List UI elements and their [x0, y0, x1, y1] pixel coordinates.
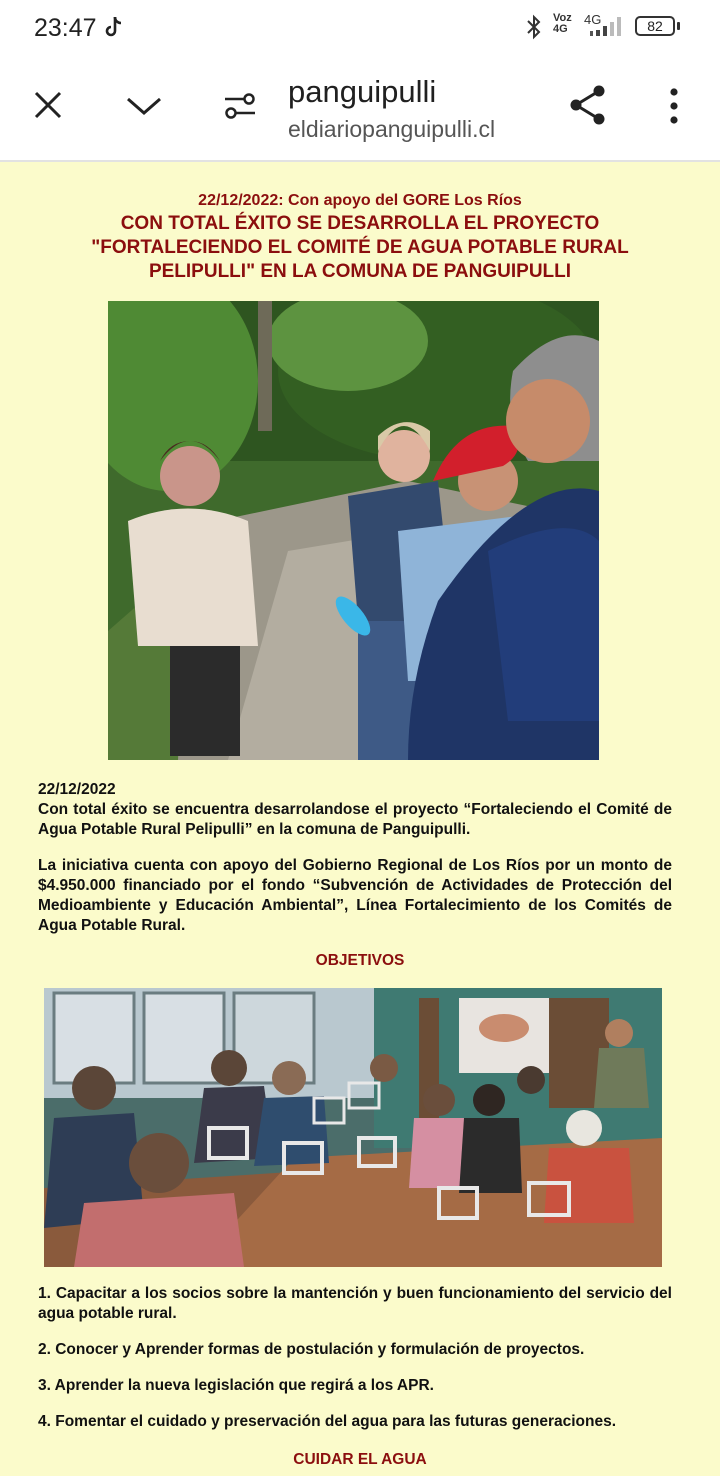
battery-indicator: 82: [635, 16, 675, 36]
share-icon[interactable]: [569, 84, 607, 126]
more-vert-icon[interactable]: [668, 88, 680, 124]
article-kicker: 22/12/2022: Con apoyo del GORE Los Ríos: [198, 192, 522, 209]
objective-item-1: 1. Capacitar a los socios sobre la mantención y buen funcionamiento del servicio del agua potable rural.: [38, 1285, 672, 1322]
objectives-heading: OBJETIVOS: [315, 952, 405, 969]
cuidar-agua-heading: CUIDAR EL AGUA: [293, 1451, 427, 1468]
article-headline: CON TOTAL ÉXITO SE DESARROLLA EL PROYECTO "FORTALECIENDO EL COMITÉ DE AGUA POTABLE RURAL PELIPULLI" EN LA COMUNA DE PANGUIPULLI: [91, 213, 629, 282]
battery-tip: [677, 22, 680, 30]
network-type: 4G: [584, 12, 602, 27]
site-title[interactable]: panguipulli: [288, 74, 437, 109]
bluetooth-icon: [524, 14, 544, 40]
tiktok-icon: [104, 15, 124, 39]
site-domain[interactable]: eldiariopanguipulli.cl: [288, 116, 496, 142]
chevron-down-icon[interactable]: [126, 96, 162, 116]
volte-indicator: Voz 4G: [553, 12, 572, 35]
article-photo-meeting: [44, 988, 662, 1267]
close-icon[interactable]: [34, 91, 62, 119]
objective-item-3: 3. Aprender la nueva legislación que regirá a los APR.: [38, 1377, 434, 1394]
page-settings-icon[interactable]: [224, 92, 256, 120]
signal-icon: [590, 16, 626, 36]
status-bar: [0, 0, 720, 56]
article-paragraph-2: La iniciativa cuenta con apoyo del Gobierno Regional de Los Ríos por un monto de $4.950.000 financiado por el fondo “Subvención de Actividades de Protección del Medioambiente y Educación Ambiental”, Línea Fortalecimiento de los Comités de Agua Potable Rural.: [38, 857, 672, 934]
article-date: 22/12/2022: [38, 781, 116, 798]
objective-item-2: 2. Conocer y Aprender formas de postulación y formulación de proyectos.: [38, 1341, 585, 1358]
article-photo-outdoor: [108, 301, 599, 760]
browser-toolbar: [0, 56, 720, 162]
objective-item-4: 4. Fomentar el cuidado y preservación del agua para las futuras generaciones.: [38, 1413, 617, 1430]
article-paragraph-1: Con total éxito se encuentra desarrolandose el proyecto “Fortaleciendo el Comité de Agua Potable Rural Pelipulli” en la comuna de Panguipulli.: [38, 801, 672, 838]
status-time: 23:47: [34, 14, 97, 42]
